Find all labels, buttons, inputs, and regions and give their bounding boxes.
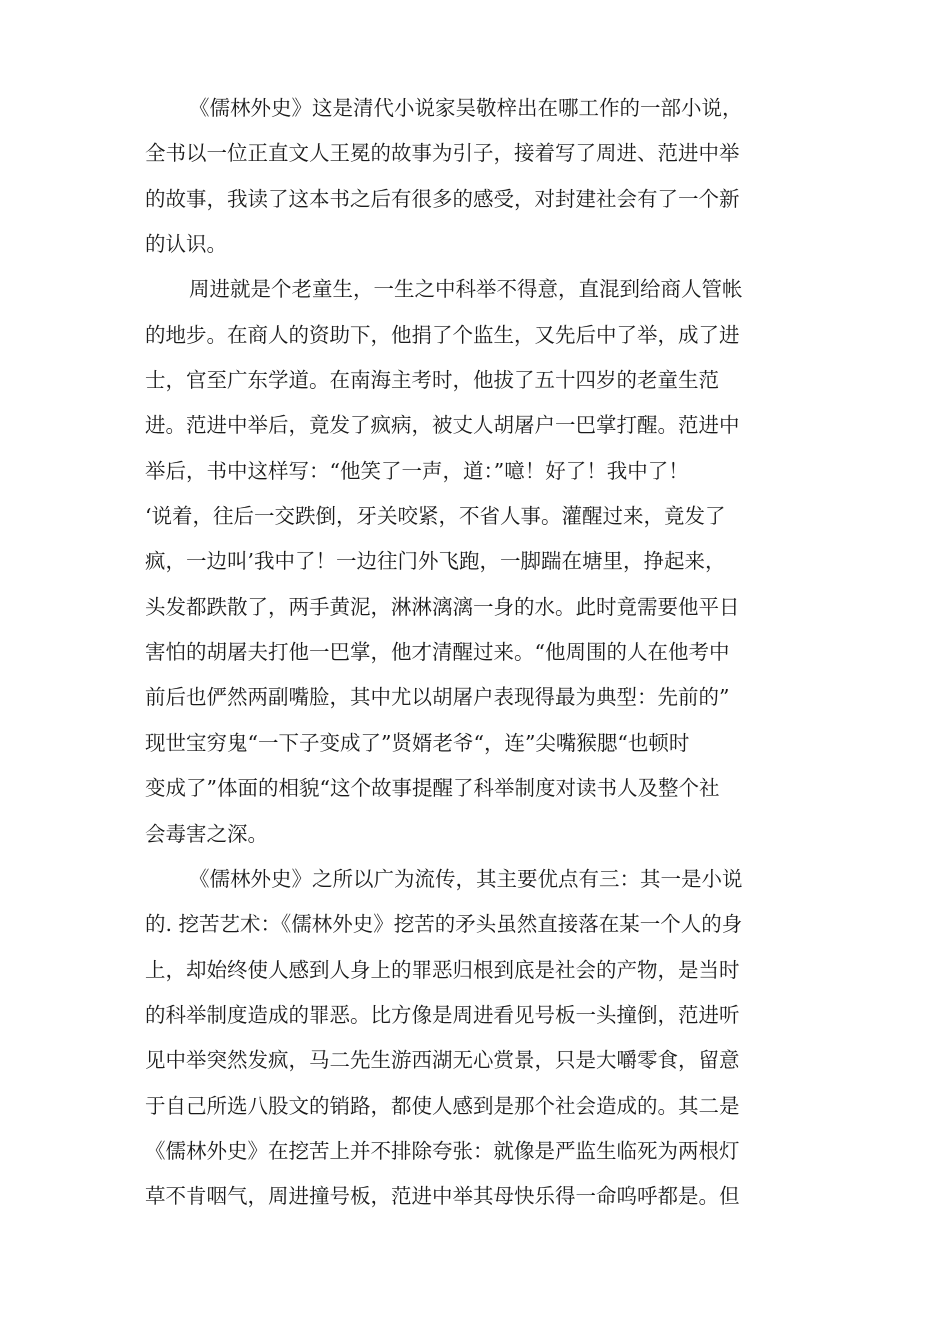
- text-line: 举后，书中这样写：“他笑了一声，道：”噫！好了！我中了！: [145, 458, 689, 483]
- text-line: 前后也俨然两副嘴脸，其中尤以胡屠户表现得最为典型：先前的”: [145, 685, 730, 710]
- paragraph-1: [145, 86, 810, 267]
- paragraph-3: [145, 857, 810, 1220]
- text-line: 的地步。在商人的资助下，他捐了个监生，又先后中了举，成了进: [145, 322, 740, 347]
- text-line: ‘说着，往后一交跌倒，牙关咬紧，不省人事。灌醒过来，竟发了: [145, 504, 726, 529]
- text-line: 的. 挖苦艺术：《儒林外史》挖苦的矛头虽然直接落在某一个人的身: [145, 912, 743, 937]
- text-line: 现世宝穷鬼“一下子变成了”贤婿老爷“，连”尖嘴猴腮“也顿时: [145, 730, 690, 755]
- paragraph-2: [145, 267, 810, 856]
- text-line: 见中举突然发疯，马二先生游西湖无心赏景，只是大嚼零食，留意: [145, 1048, 740, 1073]
- text-line: 的故事，我读了这本书之后有很多的感受，对封建社会有了一个新: [145, 186, 740, 211]
- text-line: 《儒林外史》这是清代小说家吴敬梓出在哪工作的一部小说，: [189, 96, 743, 120]
- text-line: 草不肯咽气，周进撞号板，范进中举其母快乐得一命呜呼都是。但: [145, 1184, 740, 1209]
- text-line: 变成了”体面的相貌“这个故事提醒了科举制度对读书人及整个社: [145, 776, 720, 801]
- text-line: 全书以一位正直文人王冕的故事为引子，接着写了周进、范进中举: [145, 141, 740, 166]
- text-line: 士，官至广东学道。在南海主考时，他拔了五十四岁的老童生范: [145, 368, 719, 393]
- text-line: 会毒害之深。: [145, 821, 268, 846]
- text-line: 上，却始终使人感到人身上的罪恶归根到底是社会的产物，是当时: [145, 957, 740, 982]
- text-line: 疯，一边叫’我中了！一边往门外飞跑，一脚踹在塘里，挣起来，: [145, 549, 726, 574]
- text-line: 进。范进中举后，竟发了疯病，被丈人胡屠户一巴掌打醒。范进中: [145, 413, 740, 438]
- text-line: 的科举制度造成的罪恶。比方像是周进看见号板一头撞倒，范进听: [145, 1002, 740, 1027]
- text-line: 害怕的胡屠夫打他一巴掌，他才清醒过来。“他周围的人在他考中: [145, 640, 730, 665]
- text-line: 于自己所选八股文的销路，都使人感到是那个社会造成的。其二是: [145, 1093, 740, 1118]
- text-line: 《儒林外史》之所以广为流传，其主要优点有三：其一是小说: [189, 866, 743, 891]
- text-line: 《儒林外史》在挖苦上并不排除夸张：就像是严监生临死为两根灯: [145, 1138, 740, 1163]
- text-line: 头发都跌散了，两手黄泥，淋淋漓漓一身的水。此时竟需要他平日: [145, 594, 740, 619]
- document-page: [145, 86, 810, 1220]
- text-line: 周进就是个老童生，一生之中科举不得意，直混到给商人管帐: [189, 277, 743, 302]
- text-line: 的认识。: [145, 232, 227, 257]
